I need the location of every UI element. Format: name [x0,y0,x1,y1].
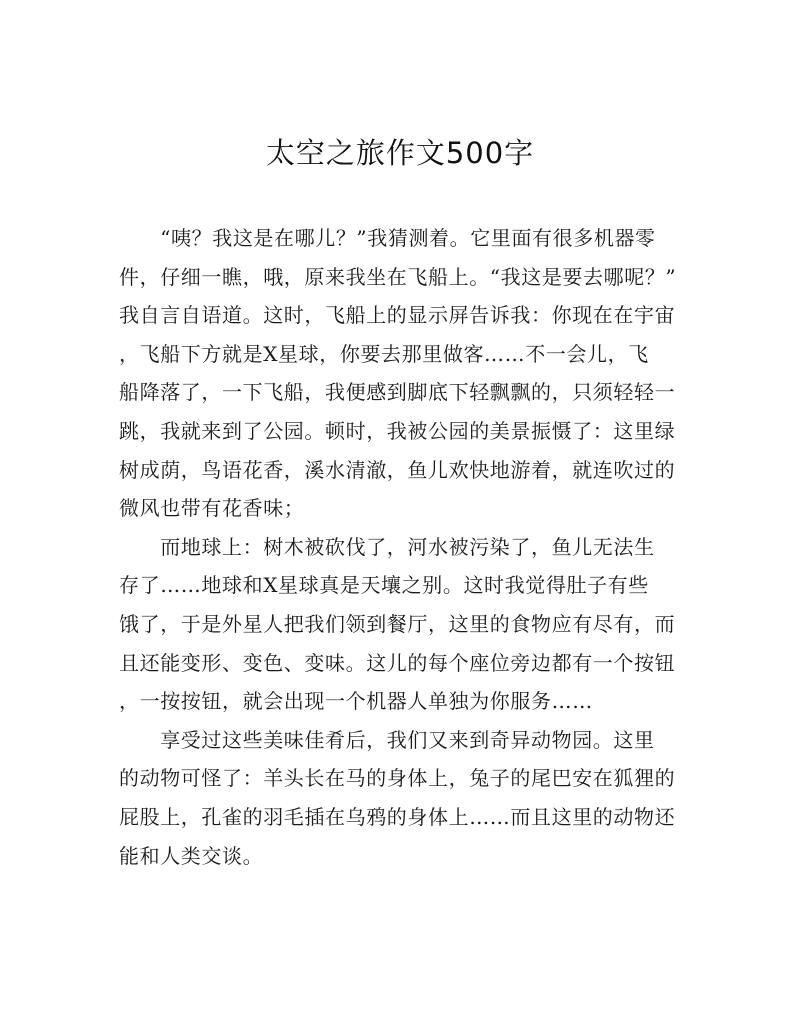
document-title: 太空之旅作文500字 [265,136,535,170]
document-body [119,219,687,875]
text-line: ，飞船下方就是X星球，你要去那里做客……不一会儿，飞 [119,341,649,366]
text-line: 微风也带有花香味； [119,496,305,521]
text-line: 且还能变形、变色、变味。这儿的每个座位旁边都有一个按钮 [119,650,676,675]
text-line: 享受过这些美味佳肴后，我们又来到奇异动物园。这里 [119,727,655,752]
text-line: 我自言自语道。这时，飞船上的显示屏告诉我：你现在在宇宙 [119,303,676,328]
text-line: 件，仔细一瞧，哦，原来我坐在飞船上。“我这是要去哪呢？” [119,264,677,289]
text-line: 船降落了，一下飞船，我便感到脚底下轻飘飘的，只须轻轻一 [119,380,676,405]
text-line: 能和人类交谈。 [119,843,264,868]
text-line: 屁股上，孔雀的羽毛插在乌鸦的身体上……而且这里的动物还 [119,804,676,829]
text-line: 树成荫，鸟语花香，溪水清澈，鱼儿欢快地游着，就连吹过的 [119,457,676,482]
text-line: 存了……地球和X星球真是天壤之别。这时我觉得肚子有些 [119,573,649,598]
text-line: 跳，我就来到了公园。顿时，我被公园的美景振慑了：这里绿 [119,418,676,443]
text-line: “咦？我这是在哪儿？”我猜测着。它里面有很多机器零 [119,226,656,250]
text-line: 的动物可怪了：羊头长在马的身体上，兔子的尾巴安在狐狸的 [119,766,676,791]
text-line: 饿了，于是外星人把我们领到餐厅，这里的食物应有尽有，而 [119,611,676,636]
text-line: ，一按按钮，就会出现一个机器人单独为你服务…… [119,689,593,714]
text-line: 而地球上：树木被砍伐了，河水被污染了，鱼儿无法生 [119,534,655,559]
